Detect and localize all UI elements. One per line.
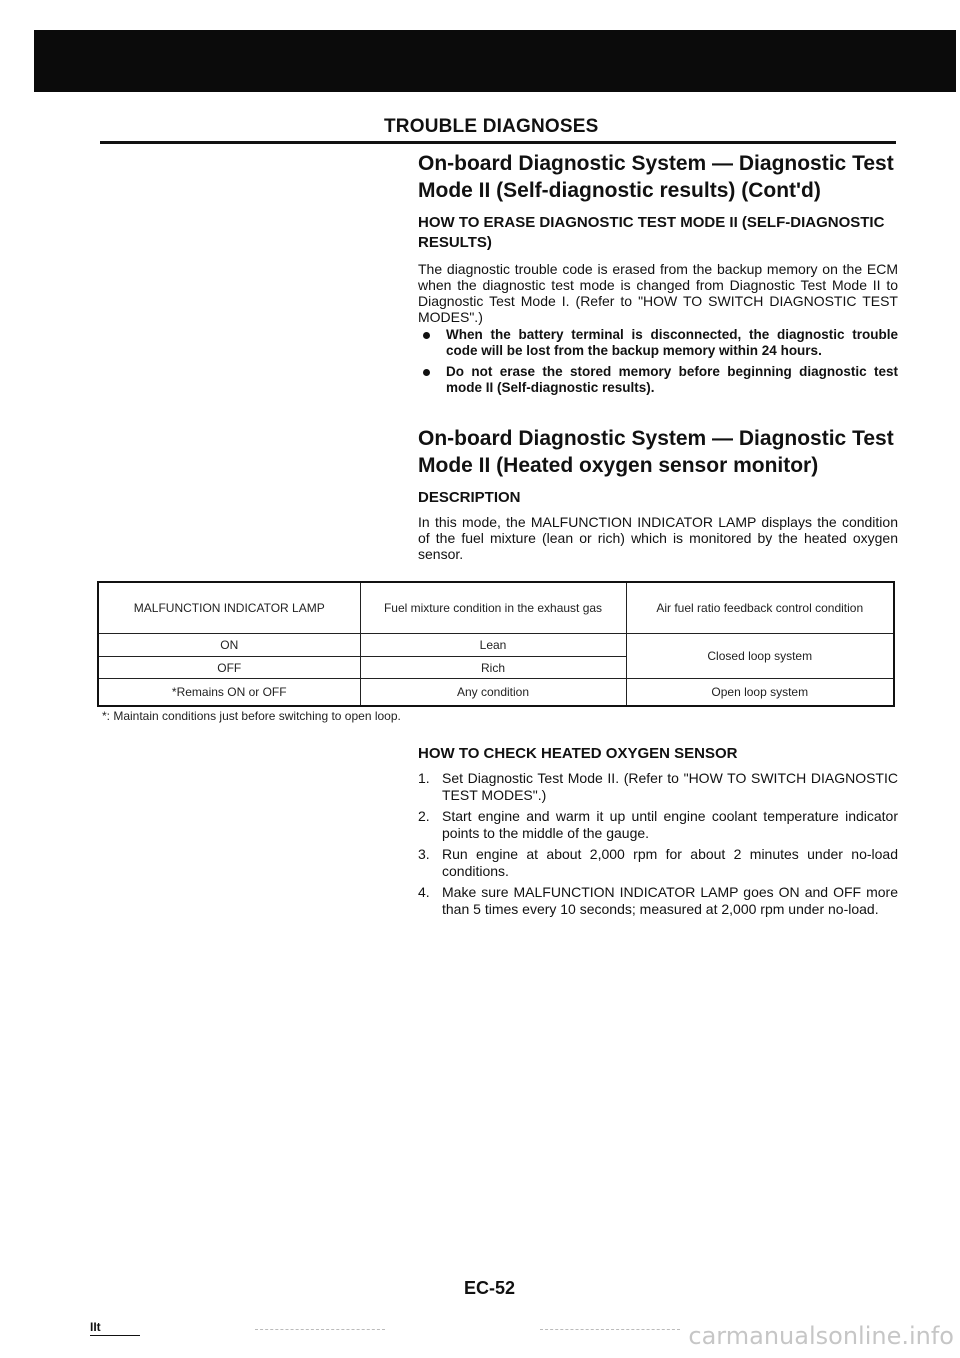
table-row xyxy=(98,634,894,657)
section-heading: On-board Diagnostic System — Diagnostic Test Mode II (Heated oxygen sensor monitor) xyxy=(418,427,894,477)
list-item: 1. Set Diagnostic Test Mode II. (Refer to "HOW TO SWITCH DIAGNOSTIC TEST MODES".) xyxy=(418,770,898,803)
warning-list xyxy=(418,327,898,396)
section-check-sensor xyxy=(418,744,898,922)
table-footnote: *: Maintain conditions just before switching to open loop. xyxy=(102,709,401,723)
page-number: EC-52 xyxy=(464,1278,516,1298)
table-cell: Open loop system xyxy=(626,679,894,706)
header-black-bar xyxy=(34,30,956,92)
bullet-dot-icon xyxy=(423,369,430,376)
list-item: Do not erase the stored memory before beginning diagnostic test mode II (Self-diagnostic results). xyxy=(418,364,898,396)
table-cell: OFF xyxy=(98,656,360,679)
table-cell: *Remains ON or OFF xyxy=(98,679,360,706)
section-subheading: DESCRIPTION xyxy=(418,489,521,506)
list-item: When the battery terminal is disconnected, the diagnostic trouble code will be lost from the backup memory within 24 hours. xyxy=(418,327,898,359)
section-oxygen-monitor xyxy=(418,425,898,562)
table-cell: Lean xyxy=(360,634,626,657)
section-heading: On-board Diagnostic System — Diagnostic Test Mode II (Self-diagnostic results) (Cont'd) xyxy=(418,152,894,202)
footer-mark: IIt xyxy=(90,1320,140,1336)
section-erase-codes xyxy=(418,150,898,401)
procedure-steps xyxy=(418,770,898,918)
header-divider xyxy=(100,141,896,144)
section-subheading: HOW TO ERASE DIAGNOSTIC TEST MODE II (SELF-DIAGNOSTIC RESULTS) xyxy=(418,214,885,251)
footer-divider xyxy=(540,1329,680,1330)
table-cell: Rich xyxy=(360,656,626,679)
table-cell: Closed loop system xyxy=(626,634,894,679)
list-item: 4. Make sure MALFUNCTION INDICATOR LAMP goes ON and OFF more than 5 times every 10 seconds; measured at 2,000 rpm under no-load. xyxy=(418,884,898,917)
table-header-cell: Fuel mixture condition in the exhaust gas xyxy=(360,582,626,634)
body-paragraph: In this mode, the MALFUNCTION INDICATOR LAMP displays the condition of the fuel mixture (lean or rich) which is monitored by the heated oxygen sensor. xyxy=(418,514,898,562)
table-header-row xyxy=(98,582,894,634)
condition-table xyxy=(97,581,895,707)
list-item: 3. Run engine at about 2,000 rpm for about 2 minutes under no-load conditions. xyxy=(418,846,898,879)
list-item: 2. Start engine and warm it up until engine coolant temperature indicator points to the middle of the gauge. xyxy=(418,808,898,841)
table-header-cell: MALFUNCTION INDICATOR LAMP xyxy=(98,582,360,634)
table-row xyxy=(98,679,894,706)
footer-divider xyxy=(255,1329,385,1330)
section-subheading: HOW TO CHECK HEATED OXYGEN SENSOR xyxy=(418,745,738,762)
table-header-cell: Air fuel ratio feedback control condition xyxy=(626,582,894,634)
body-paragraph: The diagnostic trouble code is erased from the backup memory on the ECM when the diagnostic test mode is changed from Diagnostic Test Mode II to Diagnostic Test Mode I. (Refer to "HOW TO SWITCH DIAGNOSTIC TEST MODES".) xyxy=(418,261,898,325)
table-cell: Any condition xyxy=(360,679,626,706)
watermark: carmanualsonline.info xyxy=(688,1322,954,1350)
bullet-dot-icon xyxy=(423,332,430,339)
page-title: TROUBLE DIAGNOSES xyxy=(384,116,599,137)
table-cell: ON xyxy=(98,634,360,657)
